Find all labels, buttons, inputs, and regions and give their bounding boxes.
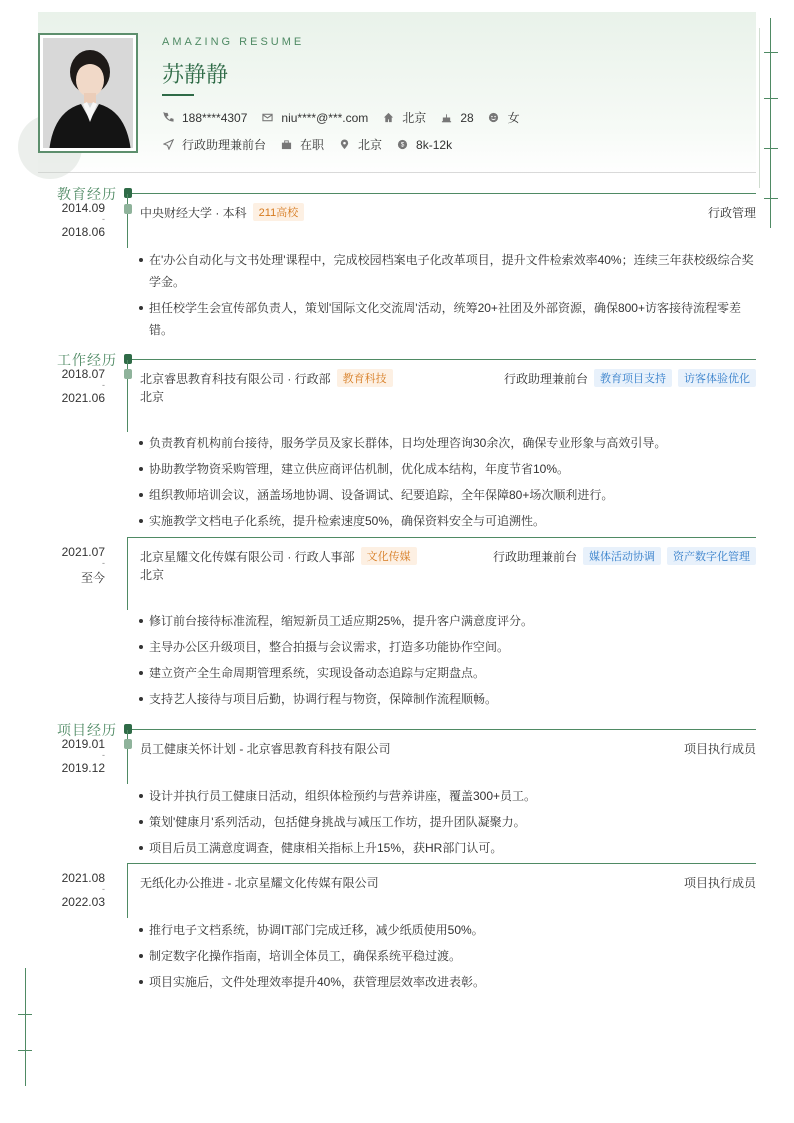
contact-phone: 188****4307 <box>162 111 247 125</box>
section-rule <box>124 193 756 194</box>
date-start: 2021.07 <box>61 545 105 559</box>
left-decoration-tick <box>18 1050 32 1051</box>
left-decoration-line <box>25 968 26 1086</box>
cake-icon <box>440 112 452 124</box>
industry-tag: 文化传媒 <box>361 547 417 565</box>
list-item: 实施教学文档电子化系统，提升检索速度50%，确保资料安全与可追溯性。 <box>138 510 756 532</box>
industry-tag: 教育科技 <box>337 369 393 387</box>
entry-rule <box>127 537 756 538</box>
date-separator: - <box>102 558 105 568</box>
date-end: 至今 <box>80 571 105 585</box>
timeline-marker <box>124 204 132 214</box>
list-item: 在'办公自动化与文书处理'课程中，完成校园档案电子化改革项目，提升文件检索效率40%；连续三年获校级综合奖学金。 <box>138 249 756 293</box>
date-end: 2022.03 <box>61 895 105 909</box>
list-item: 组织教师培训会议，涵盖场地协调、设备调试、纪要追踪，全年保障80+场次顺利进行。 <box>138 484 756 506</box>
section-title-work: 工作经历 <box>57 352 117 368</box>
home-icon <box>382 112 394 124</box>
list-item: 项目后员工满意度调查，健康相关指标上升15%，获HR部门认可。 <box>138 837 756 859</box>
timeline-line <box>127 864 128 918</box>
contact-gender: 女 <box>488 109 520 126</box>
section-marker <box>124 188 132 198</box>
work-city: 北京 <box>140 568 165 582</box>
list-item: 修订前台接待标准流程，缩短新员工适应期25%，提升客户满意度评分。 <box>138 610 756 632</box>
education-bullets <box>138 249 756 345</box>
resume-tagline: AMAZING RESUME <box>162 36 305 48</box>
date-end: 2018.06 <box>61 225 105 239</box>
list-item: 支持艺人接待与项目后勤，协调行程与物资，保障制作流程顺畅。 <box>138 688 756 710</box>
timeline-line <box>127 194 128 248</box>
date-end: 2019.12 <box>61 761 105 775</box>
right-decoration-tick <box>764 52 778 53</box>
project-role: 项目执行成员 <box>683 742 756 756</box>
list-item: 制定数字化操作指南，培训全体员工，确保系统平稳过渡。 <box>138 945 756 967</box>
work-company: 北京睿思教育科技有限公司 · 行政部 教育科技 <box>140 369 393 387</box>
section-rule <box>124 729 756 730</box>
list-item: 设计并执行员工健康日活动，组织体检预约与营养讲座，覆盖300+员工。 <box>138 785 756 807</box>
intent-city: 北京 <box>338 136 382 153</box>
header-divider <box>38 172 756 173</box>
svg-text:$: $ <box>400 141 404 149</box>
timeline-marker <box>124 369 132 379</box>
work-company: 北京星耀文化传媒有限公司 · 行政人事部 文化传媒 <box>140 547 417 565</box>
person-portrait-icon <box>43 38 133 148</box>
phone-icon <box>162 112 174 124</box>
contact-row <box>162 109 534 126</box>
right-decoration-tick <box>764 98 778 99</box>
entry-rule <box>127 863 756 864</box>
salary-icon <box>396 139 408 151</box>
status-icon <box>280 139 292 151</box>
list-item: 担任校学生会宣传部负责人，策划'国际文化交流周'活动，统筹20+社团及外部资源，确保800+访客接待流程零差错。 <box>138 297 756 341</box>
left-decoration-tick <box>18 1014 32 1015</box>
project-name: 无纸化办公推进 - 北京星耀文化传媒有限公司 <box>140 876 379 890</box>
date-start: 2014.09 <box>61 201 105 215</box>
intent-salary: $ 8k-12k <box>396 138 452 152</box>
date-separator: - <box>102 884 105 894</box>
location-icon <box>338 139 350 151</box>
school-tag: 211高校 <box>253 203 305 221</box>
timeline-line <box>127 538 128 610</box>
list-item: 建立资产全生命周期管理系统，实现设备动态追踪与定期盘点。 <box>138 662 756 684</box>
list-item: 负责教育机构前台接待，服务学员及家长群体，日均处理咨询30余次，确保专业形象与高效引导。 <box>138 432 756 454</box>
name-underline <box>162 94 194 96</box>
list-item: 推行电子文档系统，协调IT部门完成迁移，减少纸质使用50%。 <box>138 919 756 941</box>
project-role: 项目执行成员 <box>683 876 756 890</box>
education-school: 中央财经大学 · 本科 211高校 <box>140 203 304 221</box>
date-separator: - <box>102 380 105 390</box>
contact-city: 北京 <box>382 109 426 126</box>
date-separator: - <box>102 214 105 224</box>
skill-tag: 访客体验优化 <box>678 369 756 387</box>
date-start: 2018.07 <box>61 367 105 381</box>
project-bullets <box>138 785 756 863</box>
timeline-marker <box>124 739 132 749</box>
send-icon <box>162 139 174 151</box>
date-separator: - <box>102 750 105 760</box>
section-marker <box>124 354 132 364</box>
project-bullets <box>138 919 756 997</box>
contact-age: 28 <box>440 111 473 125</box>
right-decoration-line <box>770 18 771 228</box>
skill-tag: 媒体活动协调 <box>583 547 661 565</box>
list-item: 主导办公区升级项目，整合拍摄与会议需求，打造多功能协作空间。 <box>138 636 756 658</box>
date-start: 2021.08 <box>61 871 105 885</box>
section-marker <box>124 724 132 734</box>
intent-position: 行政助理兼前台 <box>162 136 266 153</box>
contact-email: niu****@***.com <box>261 111 368 125</box>
intent-status: 在职 <box>280 136 324 153</box>
work-role: 行政助理兼前台 媒体活动协调 资产数字化管理 <box>493 547 756 565</box>
list-item: 策划'健康月'系列活动，包括健身挑战与减压工作坊，提升团队凝聚力。 <box>138 811 756 833</box>
list-item: 协助教学物资采购管理，建立供应商评估机制，优化成本结构，年度节省10%。 <box>138 458 756 480</box>
skill-tag: 教育项目支持 <box>594 369 672 387</box>
candidate-name: 苏静静 <box>162 62 229 87</box>
education-major: 行政管理 <box>707 206 756 220</box>
work-bullets <box>138 432 756 536</box>
section-title-projects: 项目经历 <box>57 722 117 738</box>
skill-tag: 资产数字化管理 <box>667 547 756 565</box>
profile-photo <box>38 33 138 153</box>
work-bullets <box>138 610 756 714</box>
list-item: 项目实施后，文件处理效率提升40%，获管理层效率改进表彰。 <box>138 971 756 993</box>
project-name: 员工健康关怀计划 - 北京睿思教育科技有限公司 <box>140 742 391 756</box>
section-title-education: 教育经历 <box>57 186 117 202</box>
work-role: 行政助理兼前台 教育项目支持 访客体验优化 <box>504 369 756 387</box>
date-end: 2021.06 <box>61 391 105 405</box>
right-decoration-tick <box>764 148 778 149</box>
date-start: 2019.01 <box>61 737 105 751</box>
right-decoration-line-light <box>759 28 760 188</box>
right-decoration-tick <box>764 198 778 199</box>
gender-icon <box>488 112 500 124</box>
mail-icon <box>261 112 273 124</box>
job-intent-row <box>162 136 466 153</box>
work-city: 北京 <box>140 390 165 404</box>
section-rule <box>124 359 756 360</box>
